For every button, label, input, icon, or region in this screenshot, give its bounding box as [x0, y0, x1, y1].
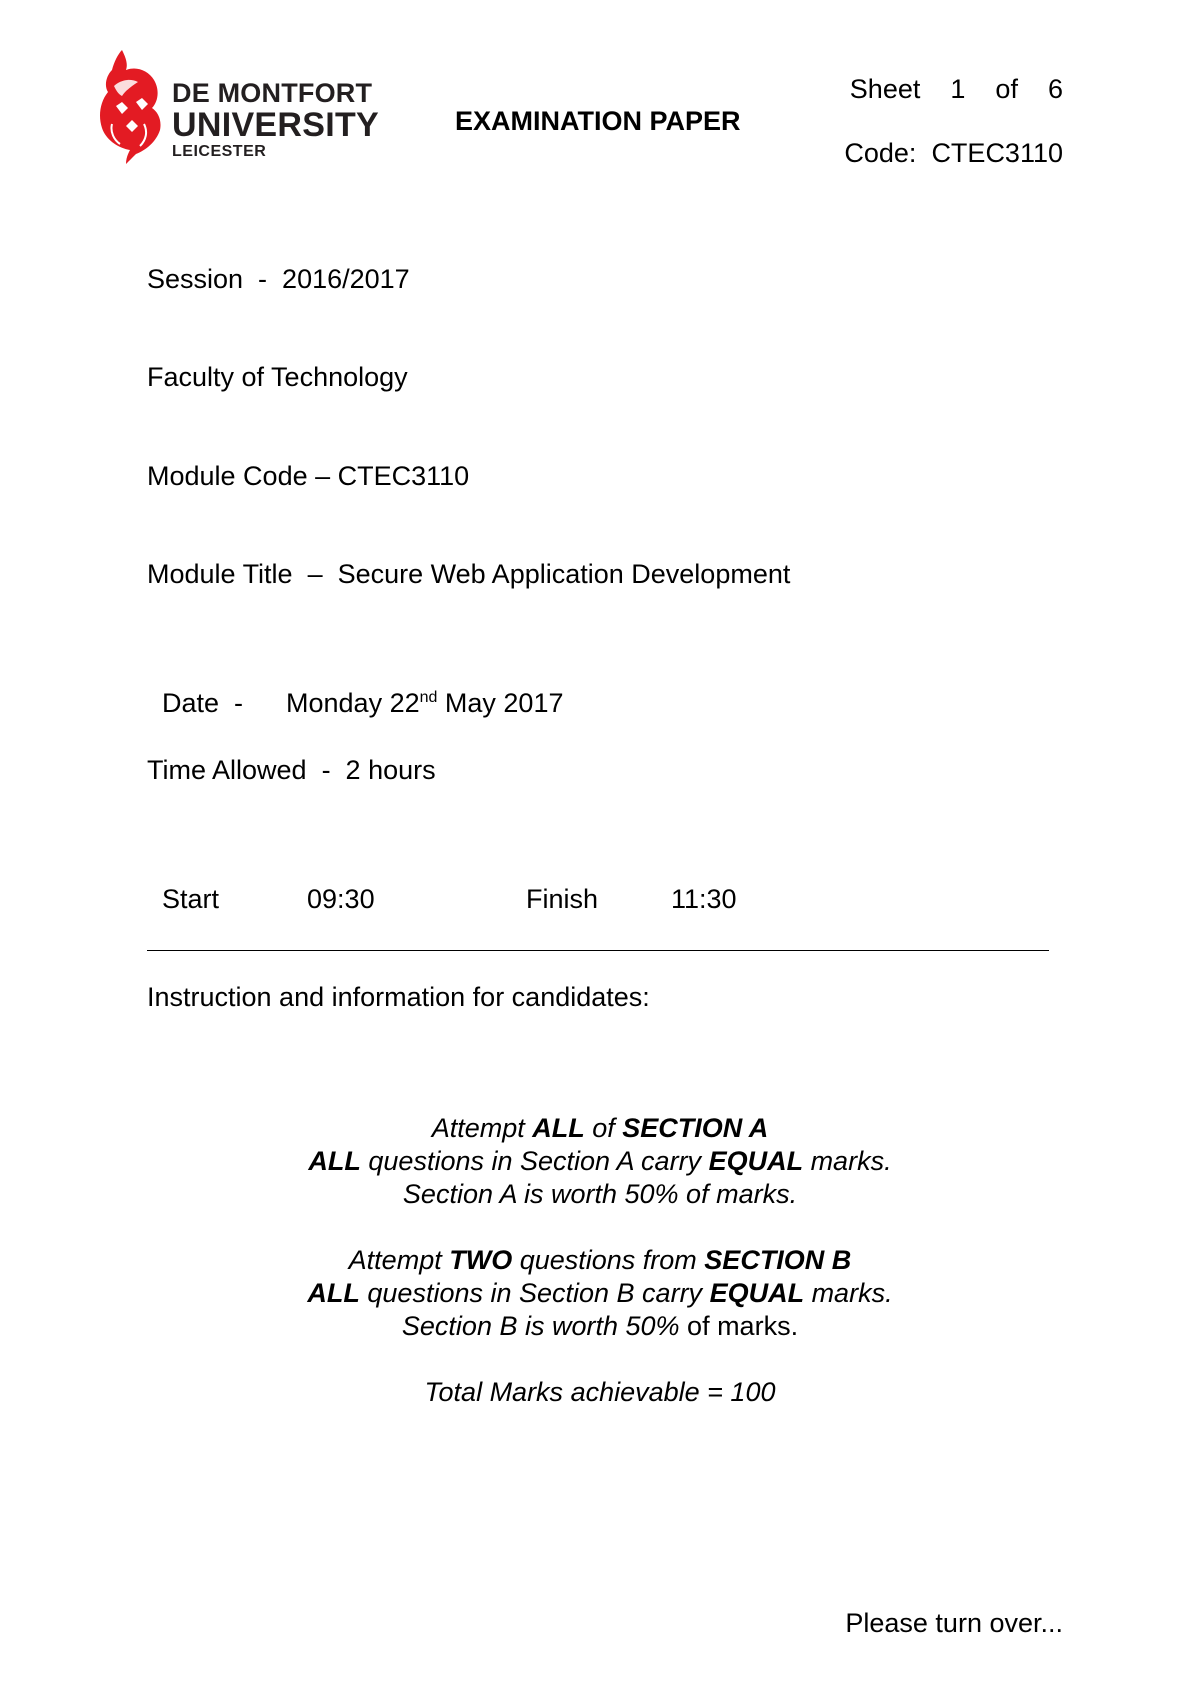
text-run: questions in Section B carry [359, 1278, 710, 1308]
sheet-of: of [995, 74, 1018, 104]
sheet-indicator [850, 74, 1063, 105]
section-a-line-1 [0, 1112, 1200, 1145]
text-run-bold: EQUAL [709, 1278, 805, 1308]
text-run: marks. [804, 1278, 893, 1308]
university-logo [92, 46, 382, 166]
module-title-field: Module Title – Secure Web Application Development [147, 559, 791, 589]
horizontal-divider [147, 950, 1049, 951]
sheet-label: Sheet [849, 74, 921, 104]
finish-label: Finish [526, 884, 599, 914]
logo-line-2: UNIVERSITY [172, 106, 380, 144]
logo-line-3: LEICESTER [172, 143, 267, 160]
text-run-bold: ALL [307, 1278, 360, 1308]
section-a-line-3: Section A is worth 50% of marks. [402, 1179, 798, 1209]
text-run-upright: of marks. [679, 1311, 799, 1341]
text-run-bold: SECTION B [704, 1245, 852, 1275]
start-label: Start [162, 884, 220, 914]
section-b-instructions [0, 1244, 1200, 1343]
sheet-total: 6 [1047, 74, 1063, 104]
text-run-bold: ALL [532, 1113, 585, 1143]
instructions-heading: Instruction and information for candidates: [147, 982, 650, 1012]
please-turn-over: Please turn over... [845, 1608, 1063, 1638]
text-run: marks. [803, 1146, 892, 1176]
text-run-bold: ALL [308, 1146, 361, 1176]
finish-time: 11:30 [671, 884, 737, 914]
text-run: Attempt [431, 1113, 533, 1143]
sheet-number: 1 [950, 74, 966, 104]
logo-line-1: DE MONTFORT [172, 78, 373, 108]
date-suffix: nd [419, 689, 438, 706]
text-run: Section B is worth 50% [401, 1311, 680, 1341]
text-run: questions in Section A carry [360, 1146, 709, 1176]
lion-crest-icon [92, 46, 172, 166]
faculty-field: Faculty of Technology [147, 362, 408, 392]
text-run: Attempt [348, 1245, 450, 1275]
section-b-line-3 [0, 1310, 1200, 1343]
date-field [147, 657, 563, 719]
text-run-bold: SECTION A [622, 1113, 769, 1143]
date-label: Date - [162, 688, 244, 718]
code-label: Code: [844, 138, 917, 168]
date-rest: May 2017 [437, 688, 564, 718]
session-field: Session - 2016/2017 [147, 264, 410, 294]
paper-code [844, 138, 1063, 169]
date-day: Monday 22 [286, 688, 420, 718]
section-a-line-2 [0, 1145, 1200, 1178]
section-b-line-1 [0, 1244, 1200, 1277]
text-run: of [584, 1113, 623, 1143]
text-run: questions from [512, 1245, 705, 1275]
text-run-bold: TWO [449, 1245, 513, 1275]
code-value: CTEC3110 [931, 138, 1063, 168]
logo-wordmark [172, 80, 379, 160]
total-marks: Total Marks achievable = 100 [424, 1377, 776, 1407]
module-code-field: Module Code – CTEC3110 [147, 461, 470, 491]
section-a-instructions [0, 1112, 1200, 1211]
start-finish-row [147, 853, 737, 915]
exam-paper-title: EXAMINATION PAPER [455, 106, 741, 136]
start-time: 09:30 [307, 884, 375, 914]
section-b-line-2 [0, 1277, 1200, 1310]
text-run-bold: EQUAL [708, 1146, 804, 1176]
time-allowed-field: Time Allowed - 2 hours [147, 755, 436, 785]
